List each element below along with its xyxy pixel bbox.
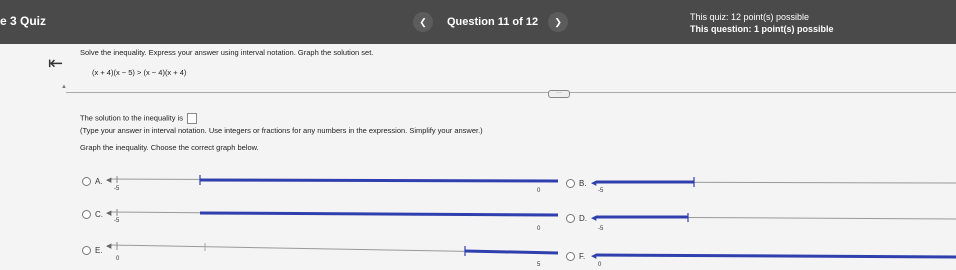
option-b-graph[interactable] [537,177,956,194]
option-b[interactable] [566,179,587,188]
option-f[interactable] [566,252,585,261]
option-f-letter: F. [579,252,586,261]
option-e-letter: E. [95,246,103,255]
solution-label: The solution to the inequality is [80,113,183,123]
question-prompt: Solve the inequality. Express your answer using interval notation. Graph the solution set. [80,48,374,57]
option-a-graph[interactable] [106,175,558,192]
tick-label: 0 [116,256,120,262]
solution-ray [200,180,558,181]
option-d-radio[interactable] [566,214,575,223]
arrow-left-icon: ◀ [591,180,597,187]
tick-label: 5 [537,262,541,268]
arrow-left-icon: ◀ [106,243,112,250]
question-counter: Question 11 of 12 [447,16,539,28]
option-d-letter: D. [579,214,587,223]
expand-handle[interactable]: ··· [548,90,570,98]
tick-label: 0 [537,226,541,232]
scroll-up-icon[interactable]: ▲ [61,84,67,90]
chevron-right-icon: ❯ [554,16,562,27]
option-e-radio[interactable] [82,246,91,255]
option-c[interactable] [82,210,103,219]
tick-label: -5 [598,188,604,194]
tick-label: -5 [114,186,120,192]
graph-instruction: Graph the inequality. Choose the correct graph below. [80,143,259,152]
option-d[interactable] [566,214,587,223]
tick-label: -5 [598,226,604,232]
quiz-points: This quiz: 12 point(s) possible [690,12,810,22]
option-c-graph[interactable] [106,209,558,224]
option-b-letter: B. [579,179,587,188]
arrow-left-icon: ◀ [106,177,112,184]
option-f-radio[interactable] [566,252,575,261]
solution-ray [465,251,558,253]
arrow-left-icon: ◀ [591,253,597,260]
inequality-expression: (x + 4)(x − 5) > (x − 4)(x + 4) [92,68,187,77]
solution-ray [596,255,956,257]
back-to-start-icon: ⇤ [48,53,64,73]
chevron-left-icon: ❮ [419,16,427,27]
option-d-graph[interactable] [537,213,956,232]
quiz-title: e 3 Quiz [0,14,47,28]
question-points: This question: 1 point(s) possible [690,24,834,34]
arrow-left-icon: ◀ [106,210,112,217]
option-c-letter: C. [95,210,103,219]
option-e[interactable] [82,246,103,255]
tick-label: 0 [537,188,541,194]
option-f-graph[interactable] [537,253,956,268]
solution-ray [200,213,558,215]
option-c-radio[interactable] [82,210,91,219]
option-b-radio[interactable] [566,179,575,188]
answer-hint: (Type your answer in interval notation. Use integers or fractions for any numbers in the expression. Simplify your answer.) [80,126,483,135]
arrow-left-icon: ◀ [591,215,597,222]
tick-label: -5 [114,218,120,224]
tick-label: 0 [598,262,602,268]
option-a-letter: A. [95,177,103,186]
option-e-graph[interactable] [106,242,558,262]
